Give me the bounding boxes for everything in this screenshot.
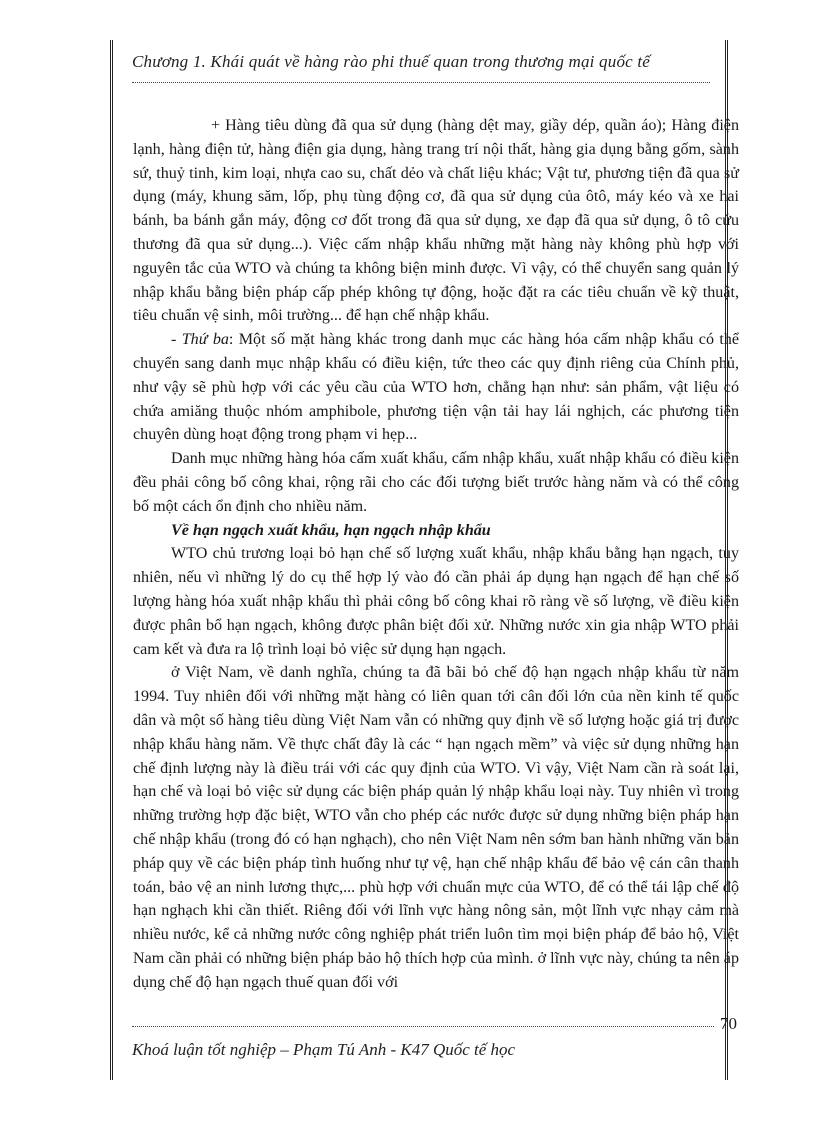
header-divider [132, 82, 710, 83]
body-text [133, 114, 739, 994]
paragraph-vietnam-quota: ở Việt Nam, về danh nghĩa, chúng ta đã bãi bỏ chế độ hạn ngạch nhập khẩu từ năm 1994. Tuy nhiên đối với những mặt hàng có liên quan tới cân đối lớn của nền kinh tế quốc dân và một số hàng tiêu dùng Việt Nam vẫn có những quy định về số lượng hoặc giá trị được nhập khẩu hàng năm. Về thực chất đây là các “ hạn ngạch mềm” và việc sử dụng những hạn chế định lượng này là điều trái với các quy định của WTO. Vì vậy, Việt Nam cần rà soát lại, hạn chế và loại bỏ việc sử dụng các biện pháp quản lý nhập khẩu loại này. Tuy nhiên vì trong những trường hợp đặc biệt, WTO vẫn cho phép các nước được sử dụng những biện pháp hạn chế nhập khẩu (trong đó có hạn nghạch), cho nên Việt Nam nên sớm ban hành những văn bản pháp quy về các biện pháp tình huống như tự vệ, hạn chế nhập khẩu để bảo vệ cán cân thanh toán, bảo vệ an ninh lương thực,... phù hợp với chuẩn mực của WTO, để có thể tái lập chế độ hạn nghạch khi cần thiết. Riêng đối với lĩnh vực hàng nông sản, một lĩnh vực nhạy cảm mà nhiều nước, kể cả những nước công nghiệp phát triển luôn tìm mọi biện pháp để bảo hộ, Việt Nam cần phải có những biện pháp bảo hộ thích hợp của mình. ở lĩnh vực này, chúng ta nên áp dụng chế độ hạn ngạch thuế quan đối với [133, 664, 739, 991]
footer-divider [132, 1026, 714, 1027]
paragraph-list-publication: Danh mục những hàng hóa cấm xuất khẩu, cấm nhập khẩu, xuất nhập khẩu có điều kiện đều phải công bố công khai, rộng rãi cho các đối tượng biết trước hàng năm và có thể công bố một cách ổn định cho nhiều năm. [133, 450, 739, 515]
page-number: 70 [720, 1014, 737, 1033]
third-point-text: : Một số mặt hàng khác trong danh mục các hàng hóa cấm nhập khẩu có thể chuyển sang danh mục nhập khẩu có điều kiện, tức theo các quy định riêng của Chính phủ, như vậy sẽ phù hợp với các yêu cầu của WTO hơn, chẳng hạn như: sản phẩm, vật liệu có chứa amiăng thuộc nhóm amphibole, phương tiện vận tải hay lái nghịch, các phương tiện chuyên dùng hoạt động trong phạm vi hẹp... [133, 331, 739, 444]
third-point-label: - Thứ ba [171, 331, 229, 349]
section-heading: Về hạn ngạch xuất khẩu, hạn ngạch nhập khẩu [171, 521, 491, 539]
running-footer: Khoá luận tốt nghiệp – Phạm Tú Anh - K47 Quốc tế học [132, 1040, 516, 1059]
running-header: Chương 1. Khái quát về hàng rào phi thuế quan trong thương mại quốc tế [132, 52, 651, 71]
paragraph-third-point [133, 328, 739, 447]
paragraph-wto-quota: WTO chủ trương loại bỏ hạn chế số lượng xuất khẩu, nhập khẩu bằng hạn ngạch, tuy nhiên, nếu vì những lý do cụ thể hợp lý vào đó cần phải áp dụng hạn ngạch để hạn chế số lượng hàng hóa xuất nhập khẩu thì phải công bố công khai rõ ràng về số lượng, về điều kiện được phân bổ hạn ngạch, không được phân biệt đối xử. Những nước xin gia nhập WTO phải cam kết và đưa ra lộ trình loại bỏ việc sử dụng hạn ngạch. [133, 545, 739, 658]
paragraph-consumer-goods: + Hàng tiêu dùng đã qua sử dụng (hàng dệt may, giầy dép, quần áo); Hàng điện lạnh, hàng điện tử, hàng điện gia dụng, hàng trang trí nội thất, hàng gia dụng bằng gốm, sành sứ, thuỷ tinh, kim loại, nhựa cao su, chất dẻo và chất liệu khác; Vật tư, phương tiện đã qua sử dụng (máy, khung săm, lốp, phụ tùng động cơ, đã qua sử dụng của ôtô, máy kéo và xe hai bánh, ba bánh gắn máy, động cơ đốt trong đã qua sử dụng, xe đạp đã qua sử dụng, ô tô cứu thương đã qua sử dụng...). Việc cấm nhập khẩu những mặt hàng này không phù hợp với nguyên tắc của WTO và chúng ta không biện minh được. Vì vậy, có thể chuyển sang quản lý nhập khẩu bằng biện pháp cấp phép không tự động, hoặc đặt ra các tiêu chuẩn về kỹ thuật, tiêu chuẩn vệ sinh, môi trường... để hạn chế nhập khẩu. [133, 117, 739, 325]
